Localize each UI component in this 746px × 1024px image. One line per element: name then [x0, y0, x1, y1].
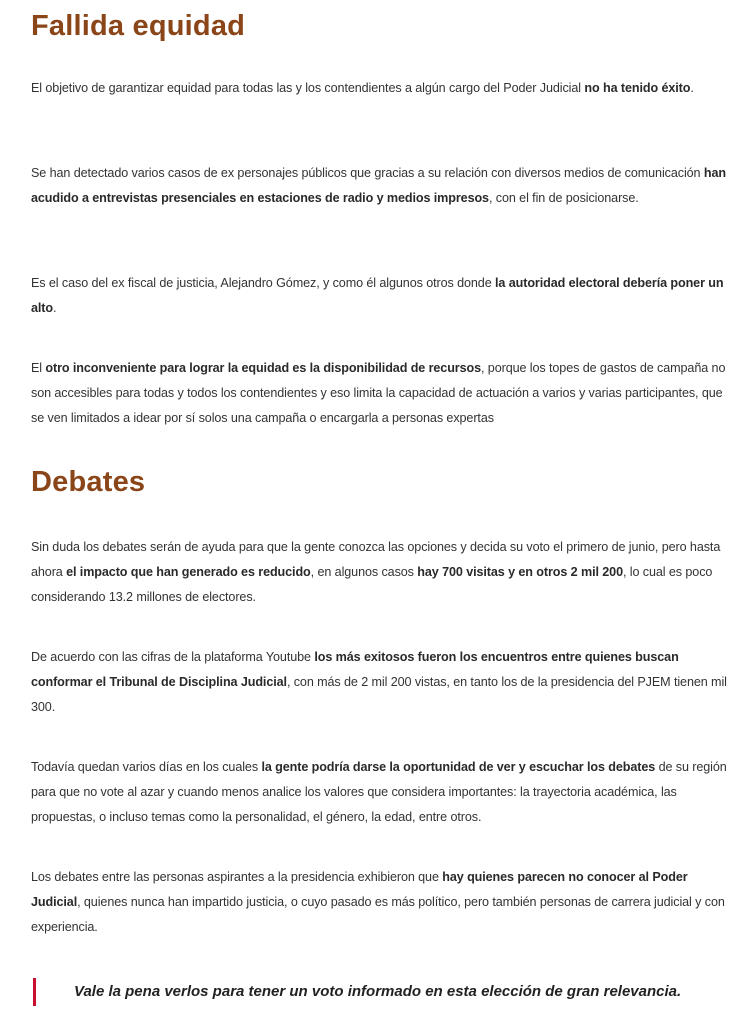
text-run: , con más de 2 mil 200 vistas, en tanto los de la presidencia del PJEM tienen mil 300. [31, 675, 727, 714]
bold-text: los más exitosos fueron los encuentros entre quienes buscan conformar el Tribunal de Disciplina Judicial [31, 650, 679, 689]
text-run: de su región para que no vote al azar y cuando menos analice los valores que considera importantes: la trayectoria académica, las propuestas, o incluso temas como la personalidad, el género, la edad, entre otros. [31, 760, 727, 824]
text-run: , quienes nunca han impartido justicia, o cuyo pasado es más político, pero también personas de carrera judicial y con experiencia. [31, 895, 725, 934]
text-run: El objetivo de garantizar equidad para todas las y los contendientes a algún cargo del Poder Judicial [31, 81, 585, 95]
text-run: Es el caso del ex fiscal de justicia, Alejandro Gómez, y como él algunos otros donde [31, 276, 496, 290]
section-heading-fallida-equidad: Fallida equidad [31, 10, 246, 42]
paragraph [31, 356, 736, 431]
text-run: De acuerdo con las cifras de la plataforma Youtube [31, 650, 315, 664]
bold-text: hay 700 visitas y en otros 2 mil 200 [417, 565, 623, 579]
pull-quote: Vale la pena verlos para tener un voto informado en esta elección de gran relevancia. [33, 978, 723, 1006]
text-run: , porque los topes de gastos de campaña no son accesibles para todas y todos los contendientes y eso limita la capacidad de actuación a varios y varias participantes, que se ven limitados a idear por sí solos una campaña o encargarla a personas expertas [31, 361, 726, 425]
paragraph [31, 865, 736, 940]
text-run: , lo cual es poco considerando 13.2 millones de electores. [31, 565, 713, 604]
paragraph [31, 76, 736, 101]
paragraph [31, 535, 736, 610]
bold-text: la autoridad electoral debería poner un alto [31, 276, 724, 315]
text-run: Sin duda los debates serán de ayuda para que la gente conozca las opciones y decida su voto el primero de junio, pero hasta ahora [31, 540, 721, 579]
text-run: Todavía quedan varios días en los cuales [31, 760, 262, 774]
text-run: . [53, 301, 57, 315]
bold-text: el impacto que han generado es reducido [66, 565, 311, 579]
text-run: , en algunos casos [310, 565, 418, 579]
text-run: El [31, 361, 46, 375]
paragraph [31, 271, 736, 321]
paragraph [31, 755, 736, 830]
bold-text: otro inconveniente para lograr la equidad es la disponibilidad de recursos [45, 361, 481, 375]
bold-text: hay quienes parecen no conocer al Poder Judicial [31, 870, 688, 909]
bold-text: la gente podría darse la oportunidad de ver y escuchar los debates [261, 760, 656, 774]
text-run: Los debates entre las personas aspirantes a la presidencia exhibieron que [31, 870, 443, 884]
text-run: , con el fin de posicionarse. [488, 191, 639, 205]
paragraph [31, 645, 736, 720]
section-heading-debates: Debates [31, 466, 146, 498]
bold-text: han acudido a entrevistas presenciales en estaciones de radio y medios impresos [31, 166, 726, 205]
text-run: . [690, 81, 694, 95]
bold-text: no ha tenido éxito [584, 81, 691, 95]
text-run: Se han detectado varios casos de ex personajes públicos que gracias a su relación con diversos medios de comunicación [31, 166, 704, 180]
paragraph [31, 161, 736, 211]
